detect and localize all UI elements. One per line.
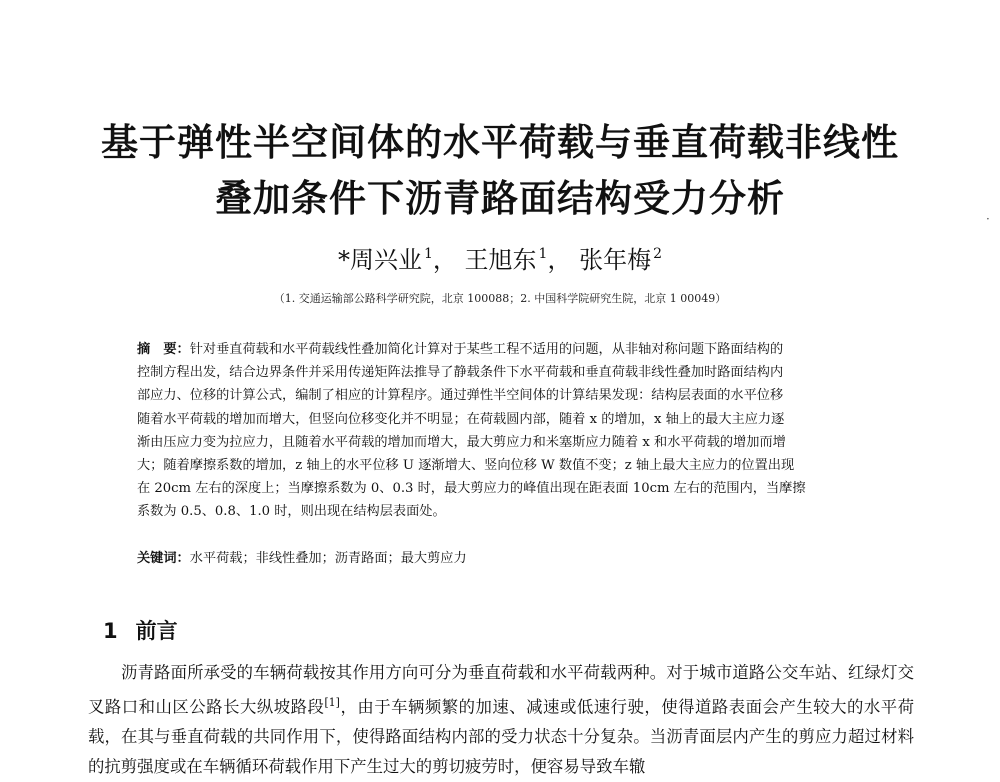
abstract-label: 摘 要： xyxy=(137,342,190,357)
keywords-text: 水平荷载；非线性叠加；沥青路面；最大剪应力 xyxy=(189,551,467,566)
body-paragraph xyxy=(88,658,914,782)
author-affiliation-mark: 2 xyxy=(653,246,663,262)
title-line-1: 基于弹性半空间体的水平荷载与垂直荷载非线性 xyxy=(101,121,899,164)
abstract-text: 针对垂直荷载和水平荷载线性叠加简化计算对于某些工程不适用的问题，从非轴对称问题下路面结构的 控制方程出发，结合边界条件并采用传递矩阵法推导了静载条件下水平荷载和垂直荷载非线性叠加时路面结构内 部应力、位移的计算公式，编制了相应的计算程序。通过弹性半空间体的计算结果发现：结构层表面的水平位移 随着水平荷载的增加而增大，但竖向位移变化并不明显；在荷载圆内部，随着 x 的增加，x 轴上的最大主应力逐 渐由压应力变为拉应力，且随着水平荷载的增加而增大，最大剪应力和米塞斯应力随着 x 和水平荷载的增加而增 大；随着摩擦系数的增加，z 轴上的水平位移 U 逐渐增大、竖向位移 W 数值不变；z 轴上最大主应力的位置出现 在 20cm 左右的深度上；当摩擦系数为 0、0.3 时，最大剪应力的峰值出现在距表面 10cm 左右的范围内，当摩擦 系数为 0.5、0.8、1.0 时，则出现在结构层表面处。 xyxy=(137,342,806,520)
author-name: 张年梅 xyxy=(579,246,652,274)
body-text-part1: 沥青路面所承受的车辆荷载按其作用方向可分为垂直荷载和水平荷载两种。对于城市道路公交车站、红绿灯交叉路口和山区公路长大纵坡路段 xyxy=(88,663,914,717)
scan-edge-mark: · xyxy=(986,212,990,226)
keywords xyxy=(137,547,877,566)
citation-mark: [1] xyxy=(324,696,340,709)
author-affiliation-mark: 1 xyxy=(538,246,548,262)
author-name: 王旭东 xyxy=(464,246,537,274)
section-number: 1 xyxy=(103,619,118,643)
author-affiliation-mark: 1 xyxy=(423,246,433,262)
body-text-part2: ，由于车辆频繁的加速、减速或低速行驶，使得道路表面会产生较大的水平荷载，在其与垂直荷载的共同作用下，使得路面结构内部的受力状态十分复杂。当沥青面层内产生的剪应力超过材料的抗剪强度或在车辆循环荷载作用下产生过大的剪切疲劳时，便容易导致车辙 xyxy=(88,697,915,777)
abstract xyxy=(137,338,877,524)
keywords-label: 关键词： xyxy=(137,551,190,566)
affiliation: （1. 交通运输部公路科学研究院，北京 100088；2. 中国科学院研究生院，北京 1 00049） xyxy=(273,292,727,305)
author-list: *周兴业 $^1$， 王旭东 $^1$， 张年梅 $^2$ xyxy=(337,246,663,274)
section-heading xyxy=(103,615,178,645)
section-title: 前言 xyxy=(135,619,178,643)
title-line-2: 叠加条件下沥青路面结构受力分析 xyxy=(215,177,785,220)
author-name: *周兴业 xyxy=(337,246,422,274)
